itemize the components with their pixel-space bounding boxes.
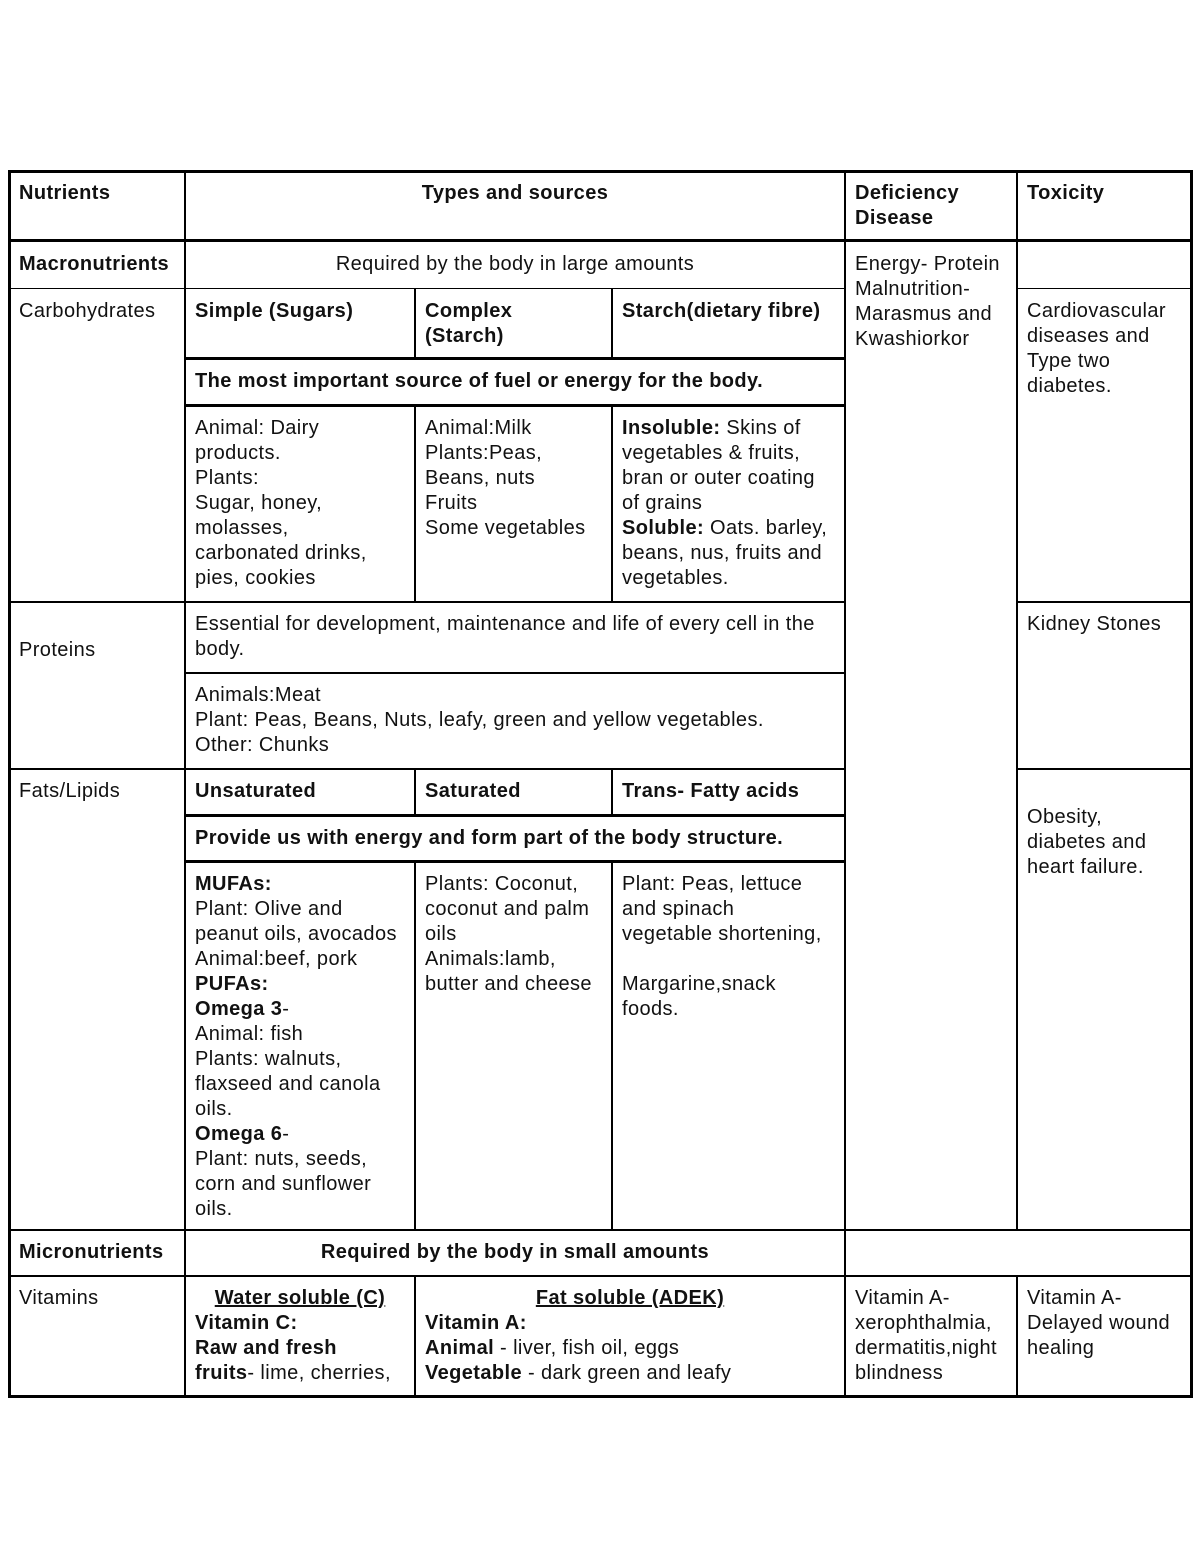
insoluble-label: Insoluble: bbox=[622, 417, 721, 439]
macronutrients-toxicity-blank bbox=[1016, 241, 1193, 289]
insoluble-text: Skins of vegetables & fruits, bran or outer coating of grains bbox=[622, 417, 815, 514]
omega6-label: Omega 6 bbox=[195, 1123, 283, 1145]
vitamin-c-label: Vitamin C: bbox=[195, 1312, 298, 1334]
proteins-toxicity: Kidney Stones bbox=[1016, 601, 1193, 770]
soluble-label: Soluble: bbox=[622, 517, 705, 539]
pufa-label: PUFAs: bbox=[195, 973, 269, 995]
fats-saturated-sources: Plants: Coconut, coconut and palm oils Animals:lamb, butter and cheese bbox=[414, 861, 613, 1231]
macronutrients-deficiency: Energy- Protein Malnutrition- Marasmus and Kwashiorkor bbox=[844, 241, 1018, 1231]
vegetable-text: - dark green and leafy bbox=[521, 1362, 732, 1384]
header-types-sources: Types and sources bbox=[184, 170, 846, 242]
omega6-dash: - bbox=[282, 1123, 290, 1145]
proteins-sources: Animals:Meat Plant: Peas, Beans, Nuts, leafy, green and yellow vegetables. Other: Chunks bbox=[184, 672, 846, 770]
macronutrients-label: Macronutrients bbox=[8, 241, 186, 289]
omega3-dash: - bbox=[282, 998, 290, 1020]
animal-text: - liver, fish oil, eggs bbox=[494, 1337, 680, 1359]
header-toxicity: Toxicity bbox=[1016, 170, 1193, 242]
fats-trans-head: Trans- Fatty acids bbox=[611, 768, 846, 817]
vitamins-fat-soluble bbox=[414, 1275, 846, 1398]
vitamins-toxicity: Vitamin A- Delayed wound healing bbox=[1016, 1275, 1193, 1398]
carbohydrates-label: Carbohydrates bbox=[8, 288, 186, 603]
fats-toxicity: Obesity, diabetes and heart failure. bbox=[1016, 768, 1193, 1231]
omega3-text: Animal: fish Plants: walnuts, flaxseed and canola oils. bbox=[195, 1023, 381, 1120]
macronutrients-description: Required by the body in large amounts bbox=[184, 241, 846, 289]
raw-fresh-label: Raw and fresh fruits bbox=[195, 1337, 337, 1384]
vitamin-a-label: Vitamin A: bbox=[425, 1312, 527, 1334]
vitamins-deficiency: Vitamin A- xerophthalmia, dermatitis,night blindness bbox=[844, 1275, 1018, 1398]
proteins-importance: Essential for development, maintenance and life of every cell in the body. bbox=[184, 601, 846, 674]
vitamins-label: Vitamins bbox=[8, 1275, 186, 1398]
proteins-label: Proteins bbox=[8, 601, 186, 770]
omega3-label: Omega 3 bbox=[195, 998, 283, 1020]
carbs-importance: The most important source of fuel or energy for the body. bbox=[184, 358, 846, 407]
carbs-complex-sources: Animal:Milk Plants:Peas, Beans, nuts Fruits Some vegetables bbox=[414, 405, 613, 603]
fats-unsaturated-sources bbox=[184, 861, 416, 1231]
mufa-text: Plant: Olive and peanut oils, avocados Animal:beef, pork bbox=[195, 898, 397, 970]
fats-importance: Provide us with energy and form part of the body structure. bbox=[184, 815, 846, 863]
omega6-text: Plant: nuts, seeds, corn and sunflower oils. bbox=[195, 1148, 372, 1220]
micronutrients-label: Micronutrients bbox=[8, 1229, 186, 1277]
carbs-fibre-sources bbox=[611, 405, 846, 603]
vegetable-label: Vegetable bbox=[425, 1362, 522, 1384]
mufa-label: MUFAs: bbox=[195, 873, 272, 895]
carbs-simple-sources: Animal: Dairy products. Plants: Sugar, honey, molasses, carbonated drinks, pies, cookies bbox=[184, 405, 416, 603]
micronutrients-blank bbox=[844, 1229, 1193, 1277]
fat-soluble-head: Fat soluble (ADEK) bbox=[535, 1287, 725, 1309]
animal-label: Animal bbox=[425, 1337, 495, 1359]
fats-trans-sources: Plant: Peas, lettuce and spinach vegetable shortening, Margarine,snack foods. bbox=[611, 861, 846, 1231]
micronutrients-description: Required by the body in small amounts bbox=[184, 1229, 846, 1277]
carbs-fibre-head: Starch(dietary fibre) bbox=[611, 288, 846, 360]
carbs-simple-head: Simple (Sugars) bbox=[184, 288, 416, 360]
soluble-text: Oats. barley, beans, nus, fruits and vegetables. bbox=[622, 517, 828, 589]
fats-unsaturated-head: Unsaturated bbox=[184, 768, 416, 817]
carbs-complex-head: Complex (Starch) bbox=[414, 288, 613, 360]
header-deficiency: Deficiency Disease bbox=[844, 170, 1018, 242]
header-nutrients: Nutrients bbox=[8, 170, 186, 242]
fats-label: Fats/Lipids bbox=[8, 768, 186, 1231]
fats-saturated-head: Saturated bbox=[414, 768, 613, 817]
water-soluble-head: Water soluble (C) bbox=[214, 1287, 386, 1309]
raw-fresh-text: - lime, cherries, bbox=[247, 1362, 391, 1384]
vitamins-water-soluble bbox=[184, 1275, 416, 1398]
carbs-toxicity: Cardiovascular diseases and Type two diabetes. bbox=[1016, 288, 1193, 603]
